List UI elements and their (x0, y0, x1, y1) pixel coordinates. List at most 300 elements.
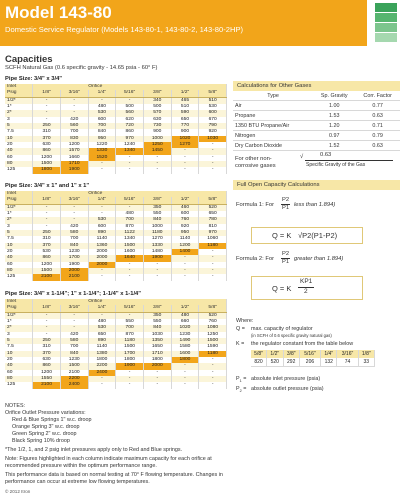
capacity-cell: 1020 (171, 325, 199, 331)
capacity-cell: 760 (171, 217, 199, 223)
column-header: 5/16" (116, 90, 144, 97)
capacity-cell: 2000 (60, 268, 88, 274)
capacity-cell: 1080 (199, 325, 227, 331)
capacity-cell: - (199, 155, 227, 161)
gas-type-cell: Propane (233, 111, 313, 121)
notes-section (5, 403, 230, 486)
capacity-cell: 1140 (171, 236, 199, 242)
capacity-cell: - (116, 167, 144, 173)
inlet-psig-cell: 5 (5, 230, 33, 236)
capacity-cell: 530 (88, 110, 116, 116)
capacity-cell: 1900 (143, 255, 171, 261)
capacity-cell: 1030 (143, 332, 171, 338)
formula1-p2: P2 (282, 197, 290, 203)
capacity-cell: - (171, 255, 199, 261)
p2-symbol: $P_2$ = (236, 386, 247, 394)
capacity-cell: - (116, 161, 144, 167)
k-symbol: K = (236, 341, 245, 347)
table-title: Pipe Size: 3/4" x 3/4" (5, 76, 63, 82)
column-header: 1/2" (171, 197, 199, 204)
k-orifice-header: 1/2" (267, 350, 283, 358)
capacity-cell: 630 (143, 117, 171, 123)
capacity-cell: 790 (199, 123, 227, 129)
capacity-cell: 1180 (199, 351, 227, 357)
capacity-cell: 890 (88, 338, 116, 344)
inlet-psig-cell: 60 (5, 262, 33, 268)
formula2-denominator: 2 (304, 288, 308, 295)
table-title: Pipe Size: 3/4" x 1" and 1" x 1" (5, 183, 90, 189)
capacity-cell: - (33, 97, 61, 104)
page-title: Model 143-80 (5, 3, 112, 22)
capacity-cell: 2400 (88, 370, 116, 376)
inlet-psig-cell: 60 (5, 155, 33, 161)
gas-type-cell: 1350 BTU Propane/Air (233, 121, 313, 131)
inlet-psig-cell: 80 (5, 161, 33, 167)
capacity-cell: 1122 (116, 230, 144, 236)
capacity-cell: 950 (88, 136, 116, 142)
column-header: Psig (5, 197, 33, 204)
formula1-p1: P1 (282, 205, 290, 211)
capacity-cell: - (60, 325, 88, 331)
capacity-cell: - (143, 262, 171, 268)
capacity-cell: 2400 (60, 382, 88, 388)
capacity-cell: 370 (33, 243, 61, 249)
formula1-q: Q = K (272, 231, 292, 240)
gas-type-cell: Air (233, 101, 313, 111)
q-symbol: Q = (236, 326, 245, 332)
capacity-cell: 1380 (88, 351, 116, 357)
capacity-cell: 1900 (60, 262, 88, 268)
capacity-cell: - (199, 249, 227, 255)
capacity-cell: 1180 (143, 230, 171, 236)
note-line: Orifice Outlet Pressure variations: (5, 410, 86, 416)
capacity-cell: 2100 (33, 382, 61, 388)
capacity-cell: - (116, 312, 144, 319)
gas-type-cell: Dry Carbon Dioxide (233, 141, 313, 151)
capacity-table (5, 84, 227, 174)
p1-symbol: $P_1$ = (236, 376, 247, 384)
formula2-condition: greater than 1.894) (294, 256, 344, 262)
capacity-cell: 2000 (88, 249, 116, 255)
capacity-cell: 1200 (33, 370, 61, 376)
capacity-cell: - (143, 370, 171, 376)
inlet-psig-cell: 7.5 (5, 129, 33, 135)
brand-logo (367, 0, 405, 46)
gas-row (233, 101, 400, 111)
p1-definition: absolute inlet pressure (psia) (251, 376, 321, 382)
capacity-cell: 1900 (116, 363, 144, 369)
gas-value-cell: 0.63 (355, 111, 400, 121)
capacity-cell: - (143, 161, 171, 167)
column-header: 1/2" (171, 90, 199, 97)
capacity-cell: 1710 (60, 161, 88, 167)
capacity-cell: 1700 (60, 255, 88, 261)
capacity-cell: 1500 (199, 338, 227, 344)
capacity-cell: - (60, 217, 88, 223)
capacity-cell: - (171, 370, 199, 376)
table-row (5, 97, 227, 104)
inlet-psig-cell: 40 (5, 255, 33, 261)
capacity-cell: 700 (116, 217, 144, 223)
capacity-cell: 420 (60, 332, 88, 338)
capacity-cell: 1650 (143, 344, 171, 350)
inlet-psig-cell: 1* (5, 211, 33, 217)
column-header: 1/2" (171, 305, 199, 312)
gas-row (233, 111, 400, 121)
capacity-cell: 760 (199, 319, 227, 325)
capacity-cell: - (199, 167, 227, 173)
capacity-cell: 1200 (171, 243, 199, 249)
capacity-cell: - (171, 167, 199, 173)
capacity-cell: 1330 (143, 243, 171, 249)
column-header: Psig (5, 305, 33, 312)
inlet-psig-cell: 5 (5, 123, 33, 129)
capacity-cell: 310 (33, 236, 61, 242)
gas-value-cell: 0.79 (355, 131, 400, 141)
note-line: Black Spring 10% droop (12, 438, 70, 444)
capacities-subtitle: SCFH Natural Gas (0.6 specific gravity - 14.65 psia - 60° F) (5, 65, 158, 71)
note-line: Red & Blue Springs 1" w.c. droop (12, 417, 92, 423)
capacity-cell: 1140 (88, 344, 116, 350)
capacity-cell: 840 (60, 243, 88, 249)
orifice-header: Orifice (33, 84, 227, 90)
capacity-cell: 1340 (116, 148, 144, 154)
capacity-cell: 730 (143, 123, 171, 129)
capacity-cell: - (199, 376, 227, 382)
capacity-cell: - (116, 268, 144, 274)
capacity-cell: - (116, 382, 144, 388)
capacity-cell: 1230 (171, 332, 199, 338)
column-header: 5/16" (116, 197, 144, 204)
capacity-cell: 1500 (60, 363, 88, 369)
capacity-cell: 860 (116, 129, 144, 135)
capacity-cell: 1200 (33, 262, 61, 268)
capacity-cell: 1020 (171, 136, 199, 142)
capacity-cell: 2200 (88, 363, 116, 369)
capacity-cell: 530 (88, 325, 116, 331)
gas-value-cell: 1.20 (313, 121, 355, 131)
capacity-cell: 840 (143, 325, 171, 331)
capacity-cell: 480 (88, 319, 116, 325)
k-value-cell: 33 (358, 358, 374, 367)
gas-value-cell: 1.00 (313, 101, 355, 111)
capacity-cell: 1900 (60, 167, 88, 173)
orifice-header: Orifice (33, 299, 227, 305)
gas-value-cell: 1.53 (313, 111, 355, 121)
column-header: 1/4" (88, 197, 116, 204)
inlet-psig-cell: 10 (5, 351, 33, 357)
capacity-cell: 1240 (116, 142, 144, 148)
capacity-cell: 560 (60, 123, 88, 129)
column-header: 3/16" (60, 90, 88, 97)
capacity-cell: 1490 (171, 338, 199, 344)
inlet-psig-cell: 5 (5, 338, 33, 344)
column-header: 3/16" (60, 305, 88, 312)
copyright: © 2012 Itron (5, 489, 31, 494)
page-subtitle: Domestic Service Regulator (Models 143-80-1, 143-80-2, 143-80-2HP) (5, 25, 244, 34)
capacity-cell: - (88, 312, 116, 319)
capacity-cell: 770 (171, 123, 199, 129)
other-gases-label-1: For other non- (235, 156, 272, 162)
capacity-cell: - (171, 155, 199, 161)
gas-calc-title: Calculations for Other Gases (233, 81, 400, 91)
capacity-cell: - (33, 217, 61, 223)
table-row (5, 312, 227, 319)
column-header: 5/8" (199, 197, 227, 204)
inlet-psig-cell: 3 (5, 117, 33, 123)
capacity-cell: 1700 (116, 351, 144, 357)
capacity-cell: 1600 (116, 249, 144, 255)
capacity-cell: - (88, 274, 116, 280)
formula2-numerator: KP1 (300, 278, 313, 285)
capacity-cell: 530 (88, 217, 116, 223)
capacity-cell: 1590 (199, 344, 227, 350)
capacity-cell: 2000 (88, 255, 116, 261)
capacity-cell: 700 (60, 129, 88, 135)
capacity-cell: 1000 (143, 136, 171, 142)
inlet-psig-cell: 1/2* (5, 97, 33, 104)
capacities-title: Capacities (5, 54, 53, 65)
capacity-cell: 920 (171, 224, 199, 230)
k-value-cell: 74 (337, 358, 358, 367)
capacity-cell: 810 (199, 224, 227, 230)
capacity-cell: 600 (88, 117, 116, 123)
capacity-cell: - (143, 268, 171, 274)
capacity-cell: 780 (199, 217, 227, 223)
k-orifice-header: 3/16" (337, 350, 358, 358)
inlet-header: Inlet (5, 84, 33, 90)
capacity-cell: - (199, 370, 227, 376)
capacity-cell: 480 (171, 312, 199, 319)
inlet-psig-cell: 40 (5, 148, 33, 154)
k-orifice-header: 5/16" (299, 350, 320, 358)
gas-calc-table (233, 91, 400, 151)
capacity-cell: 550 (143, 211, 171, 217)
inlet-header: Inlet (5, 299, 33, 305)
capacity-cell: 310 (33, 344, 61, 350)
capacity-cell: - (33, 224, 61, 230)
capacity-cell: 1800 (88, 357, 116, 363)
gas-value-cell: 0.63 (355, 141, 400, 151)
capacity-cell: - (116, 376, 144, 382)
capacity-cell: 1400 (171, 249, 199, 255)
gas-type-cell: Nitrogen (233, 131, 313, 141)
capacity-cell: 1800 (143, 357, 171, 363)
capacity-cell: 1450 (143, 148, 171, 154)
capacity-cell: - (116, 155, 144, 161)
inlet-psig-cell: 1/2* (5, 204, 33, 211)
other-gases-numerator: 0.63 (320, 152, 332, 158)
formula2-box (251, 276, 363, 300)
where-label: Where: (236, 318, 254, 324)
capacity-cell: 840 (88, 129, 116, 135)
capacity-cell: 1140 (88, 236, 116, 242)
capacity-cell: - (33, 110, 61, 116)
capacity-cell: 720 (116, 123, 144, 129)
capacity-cell: 1800 (116, 357, 144, 363)
capacity-cell: 650 (199, 211, 227, 217)
table-row (5, 167, 227, 173)
capacity-cell: 570 (143, 110, 171, 116)
capacity-cell: - (33, 211, 61, 217)
capacity-cell: 630 (33, 357, 61, 363)
capacity-cell: - (88, 167, 116, 173)
capacity-cell: - (171, 268, 199, 274)
capacity-cell: - (143, 382, 171, 388)
column-header: 5/8" (199, 305, 227, 312)
capacity-cell: - (60, 104, 88, 110)
capacity-cell: - (60, 319, 88, 325)
inlet-psig-cell: 1/2* (5, 312, 33, 319)
capacity-cell: 670 (199, 117, 227, 123)
capacity-cell: 1800 (171, 357, 199, 363)
k-orifice-header: 1/4" (321, 350, 337, 358)
capacity-cell: 460 (171, 204, 199, 211)
capacity-cell: 520 (199, 312, 227, 319)
gas-header-factor: Corr. Factor (355, 91, 400, 101)
gas-header-type: Type (233, 91, 313, 101)
capacity-cell: 870 (116, 224, 144, 230)
gas-row (233, 121, 400, 131)
other-gases-label-2: corrosive gases (235, 163, 276, 169)
capacity-cell: 1500 (33, 268, 61, 274)
formula2-q: Q = K (272, 284, 292, 293)
capacity-cell: - (88, 97, 116, 104)
k-orifice-header: 3/8" (283, 350, 299, 358)
gas-value-cell: 0.77 (355, 101, 400, 111)
capacity-cell: 580 (60, 338, 88, 344)
capacity-cell: 1500 (116, 243, 144, 249)
other-gases-denominator: Specific Gravity of the Gas (306, 162, 366, 168)
capacity-cell: - (60, 211, 88, 217)
capacity-cell: 1640 (116, 255, 144, 261)
capacity-cell: 1580 (171, 344, 199, 350)
capacity-cell: 2100 (33, 274, 61, 280)
capacity-cell: - (60, 110, 88, 116)
inlet-header: Inlet (5, 191, 33, 197)
capacity-cell: 1220 (88, 142, 116, 148)
capacity-cell: - (171, 376, 199, 382)
capacity-cell: 600 (171, 211, 199, 217)
capacity-cell: 370 (33, 351, 61, 357)
capacity-cell: - (60, 204, 88, 211)
capacity-cell: 1570 (60, 148, 88, 154)
inlet-psig-cell: 80 (5, 268, 33, 274)
capacity-cell: 830 (60, 136, 88, 142)
capacity-cell: 1250 (199, 332, 227, 338)
capacity-cell: 350 (143, 204, 171, 211)
capacity-cell: 1520 (88, 155, 116, 161)
inlet-psig-cell: 2* (5, 217, 33, 223)
capacity-cell: - (171, 148, 199, 154)
notes-heading: NOTES: (5, 403, 26, 409)
table-title: Pipe Size: 3/4" x 1-1/4"; 1" x 1-1/4"; 1-1/4" x 1-1/4" (5, 291, 142, 297)
capacity-cell: 700 (116, 325, 144, 331)
p2-definition: absolute outlet pressure (psia) (251, 386, 324, 392)
capacity-cell: - (171, 382, 199, 388)
inlet-psig-cell: 1* (5, 319, 33, 325)
q-definition-sub: (in SCFH of 0.6 specific gravity natural gas) (251, 333, 332, 338)
capacity-cell: 1600 (171, 351, 199, 357)
column-header: 3/8" (143, 197, 171, 204)
fraction-bar (305, 160, 393, 161)
gas-header-gravity: Sp. Gravity (313, 91, 355, 101)
gas-row (233, 141, 400, 151)
capacity-cell: 530 (33, 249, 61, 255)
capacity-cell: 700 (88, 123, 116, 129)
k-value-cell: 206 (299, 358, 320, 367)
capacity-cell: 420 (60, 224, 88, 230)
capacity-cell: 500 (116, 104, 144, 110)
formula1-rest: √P2(P1-P2) (298, 231, 338, 240)
capacity-cell: - (116, 262, 144, 268)
capacity-cell: - (171, 161, 199, 167)
capacity-cell: - (199, 382, 227, 388)
inlet-psig-cell: 20 (5, 142, 33, 148)
column-header: 5/8" (199, 90, 227, 97)
q-definition: max. capacity of regulator (251, 326, 313, 332)
inlet-psig-cell: 10 (5, 243, 33, 249)
capacity-cell: - (199, 262, 227, 268)
capacity-cell: 1360 (88, 243, 116, 249)
formula2-p1: P1 (282, 259, 290, 265)
capacity-cell: 1180 (199, 243, 227, 249)
column-header: 3/8" (143, 90, 171, 97)
k-value-cell: 520 (267, 358, 283, 367)
capacity-cell: 1270 (143, 236, 171, 242)
capacity-cell: 1500 (116, 344, 144, 350)
column-header: 1/8" (33, 90, 61, 97)
capacity-cell: 520 (199, 204, 227, 211)
capacity-cell: - (60, 97, 88, 104)
k-orifice-header: 1/8" (358, 350, 374, 358)
capacity-cell: 840 (143, 217, 171, 223)
capacity-cell: - (88, 204, 116, 211)
leaf-logo-icon (375, 3, 397, 43)
capacity-cell: 1550 (33, 376, 61, 382)
gas-value-cell: 1.52 (313, 141, 355, 151)
capacity-cell: 420 (60, 117, 88, 123)
k-value-cell: 132 (321, 358, 337, 367)
capacity-cell: - (33, 312, 61, 319)
note-line: Green Spring 2" w.c. droop (12, 431, 77, 437)
capacity-cell: - (143, 155, 171, 161)
capacity-cell: 1710 (143, 351, 171, 357)
capacity-cell: 2100 (60, 274, 88, 280)
inlet-psig-cell: 2* (5, 325, 33, 331)
capacity-cell: - (199, 363, 227, 369)
capacity-cell: 350 (143, 312, 171, 319)
capacity-cell: - (88, 211, 116, 217)
capacity-cell: 2200 (60, 376, 88, 382)
capacity-cell: 630 (33, 142, 61, 148)
capacity-cell: - (60, 312, 88, 319)
capacity-cell: - (199, 161, 227, 167)
capacity-cell: - (171, 274, 199, 280)
k-definition: the regulator constant from the table below (251, 341, 354, 347)
k-value-cell: 292 (283, 358, 299, 367)
table-row (5, 382, 227, 388)
capacity-cell: - (199, 148, 227, 154)
capacity-cell: 2100 (60, 370, 88, 376)
capacity-cell: - (143, 376, 171, 382)
capacity-cell: 860 (33, 255, 61, 261)
capacity-cell: - (116, 204, 144, 211)
capacity-cell: - (33, 117, 61, 123)
capacity-table (5, 299, 227, 389)
inlet-psig-cell: 2* (5, 110, 33, 116)
inlet-psig-cell: 125 (5, 167, 33, 173)
